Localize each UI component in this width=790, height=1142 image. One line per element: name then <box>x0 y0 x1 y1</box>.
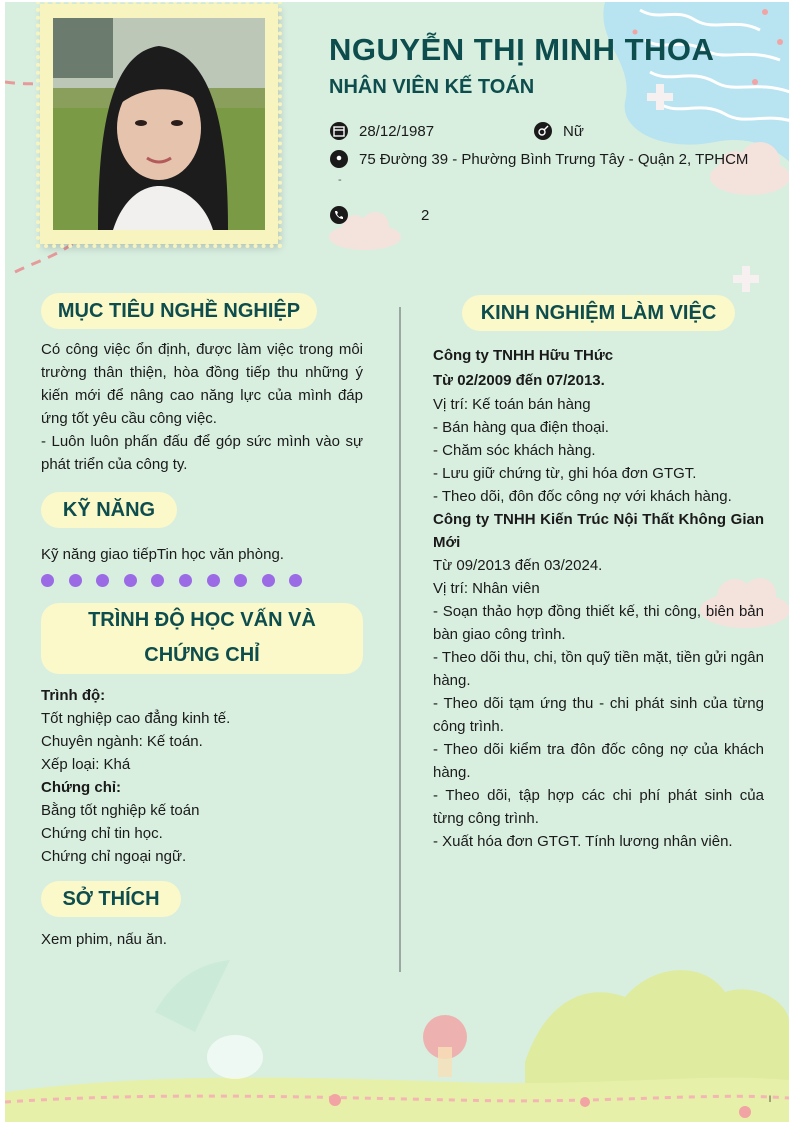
phone-icon <box>330 206 348 224</box>
career-objective-text <box>41 338 363 476</box>
section-heading-skills: KỸ NĂNG <box>41 492 177 528</box>
dot <box>207 574 220 587</box>
footer-mark: l <box>769 1094 771 1104</box>
calendar-icon <box>330 122 348 140</box>
cross-decoration <box>645 82 675 112</box>
profile-photo <box>53 18 265 230</box>
dot <box>179 574 192 587</box>
email-text: - <box>338 174 342 186</box>
landscape-decoration <box>5 942 789 1122</box>
address-text: 75 Đường 39 - Phường Bình Trưng Tây - Quận 2, TPHCM <box>359 150 749 168</box>
certificate-item: Chứng chỉ ngoại ngữ. <box>41 848 187 865</box>
section-heading-hobbies: SỞ THÍCH <box>41 881 181 917</box>
dot <box>124 574 137 587</box>
section-heading-experience: KINH NGHIỆM LÀM VIỆC <box>462 295 735 331</box>
job-duty: - Chăm sóc khách hàng. <box>433 442 596 459</box>
job-duty: - Theo dõi kiểm tra đôn đốc công nợ của khách hàng. <box>433 741 764 781</box>
section-heading-career-objective: MỤC TIÊU NGHỀ NGHIỆP <box>41 293 317 329</box>
cross-decoration <box>731 264 761 294</box>
company-name: Công ty TNHH Hữu THức <box>433 347 614 364</box>
job-position: Vị trí: Kế toán bán hàng <box>433 396 591 413</box>
birth-date-text: 28/12/1987 <box>359 122 435 140</box>
photo-frame <box>40 4 278 244</box>
job-period: Từ 02/2009 đến 07/2013. <box>433 372 605 389</box>
cv-page <box>5 2 789 1122</box>
education-details <box>41 684 363 868</box>
address-row <box>330 150 748 168</box>
candidate-name: NGUYỄN THỊ MINH THOA <box>329 32 715 67</box>
job-duty: - Theo dõi tạm ứng thu - chi phát sinh của từng công trình. <box>433 695 764 735</box>
hobbies-text: Xem phim, nấu ăn. <box>41 931 167 948</box>
job-duty: - Bán hàng qua điện thoại. <box>433 419 609 436</box>
education-major: Chuyên ngành: Kế toán. <box>41 733 203 750</box>
company-name: Công ty TNHH Kiến Trúc Nội Thất Không Gian Mới <box>433 511 764 551</box>
job-duty: - Lưu giữ chứng từ, ghi hóa đơn GTGT. <box>433 465 697 482</box>
column-divider <box>399 307 401 972</box>
experience-details <box>433 343 764 853</box>
gender-text: Nữ <box>563 122 584 140</box>
job-duty: - Xuất hóa đơn GTGT. Tính lương nhân viên. <box>433 833 733 850</box>
job-period: Từ 09/2013 đến 03/2024. <box>433 557 603 574</box>
gender-icon <box>534 122 552 140</box>
job-duty: - Soạn thảo hợp đồng thiết kế, thi công, biên bản bàn giao công trình. <box>433 603 764 643</box>
job-duty: - Theo dõi, đôn đốc công nợ với khách hàng. <box>433 488 732 505</box>
phone-text: 2 <box>421 206 430 224</box>
section-heading-education <box>41 603 363 674</box>
birth-date-row <box>330 122 434 140</box>
dot <box>289 574 302 587</box>
education-rank: Xếp loại: Khá <box>41 756 131 773</box>
dot <box>41 574 54 587</box>
phone-row <box>330 206 429 224</box>
certificate-item: Bằng tốt nghiệp kế toán <box>41 802 200 819</box>
job-position: Vị trí: Nhân viên <box>433 580 540 597</box>
gender-row <box>534 122 584 140</box>
dot <box>234 574 247 587</box>
dot <box>151 574 164 587</box>
location-icon <box>330 150 348 168</box>
job-duty: - Theo dõi thu, chi, tồn quỹ tiền mặt, tiền gửi ngân hàng. <box>433 649 764 689</box>
certificates-label: Chứng chỉ: <box>41 779 122 796</box>
education-degree: Tốt nghiệp cao đẳng kinh tế. <box>41 710 231 727</box>
dot <box>96 574 109 587</box>
certificate-item: Chứng chỉ tin học. <box>41 825 163 842</box>
education-level-label: Trình độ: <box>41 687 106 704</box>
career-objective-paragraph: - Luôn luôn phấn đấu để góp sức mình vào sự phát triển của công ty. <box>41 433 363 473</box>
skills-text: Kỹ năng giao tiếpTin học văn phòng. <box>41 546 284 563</box>
dot <box>69 574 82 587</box>
job-title: NHÂN VIÊN KẾ TOÁN <box>329 76 535 98</box>
education-title-line: CHỨNG CHỈ <box>144 644 260 666</box>
dot <box>262 574 275 587</box>
dots-decoration <box>41 574 371 590</box>
career-objective-paragraph: Có công việc ổn định, được làm việc trong môi trường thân thiện, hòa đồng tiếp thu những ý kiến mới để nâng cao năng lực của mình đáp ứng tốt yêu cầu công việc. <box>41 341 363 427</box>
education-title-line: TRÌNH ĐỘ HỌC VẤN VÀ <box>88 609 316 631</box>
job-duty: - Theo dõi, tập hợp các chi phí phát sinh của từng công trình. <box>433 787 764 827</box>
